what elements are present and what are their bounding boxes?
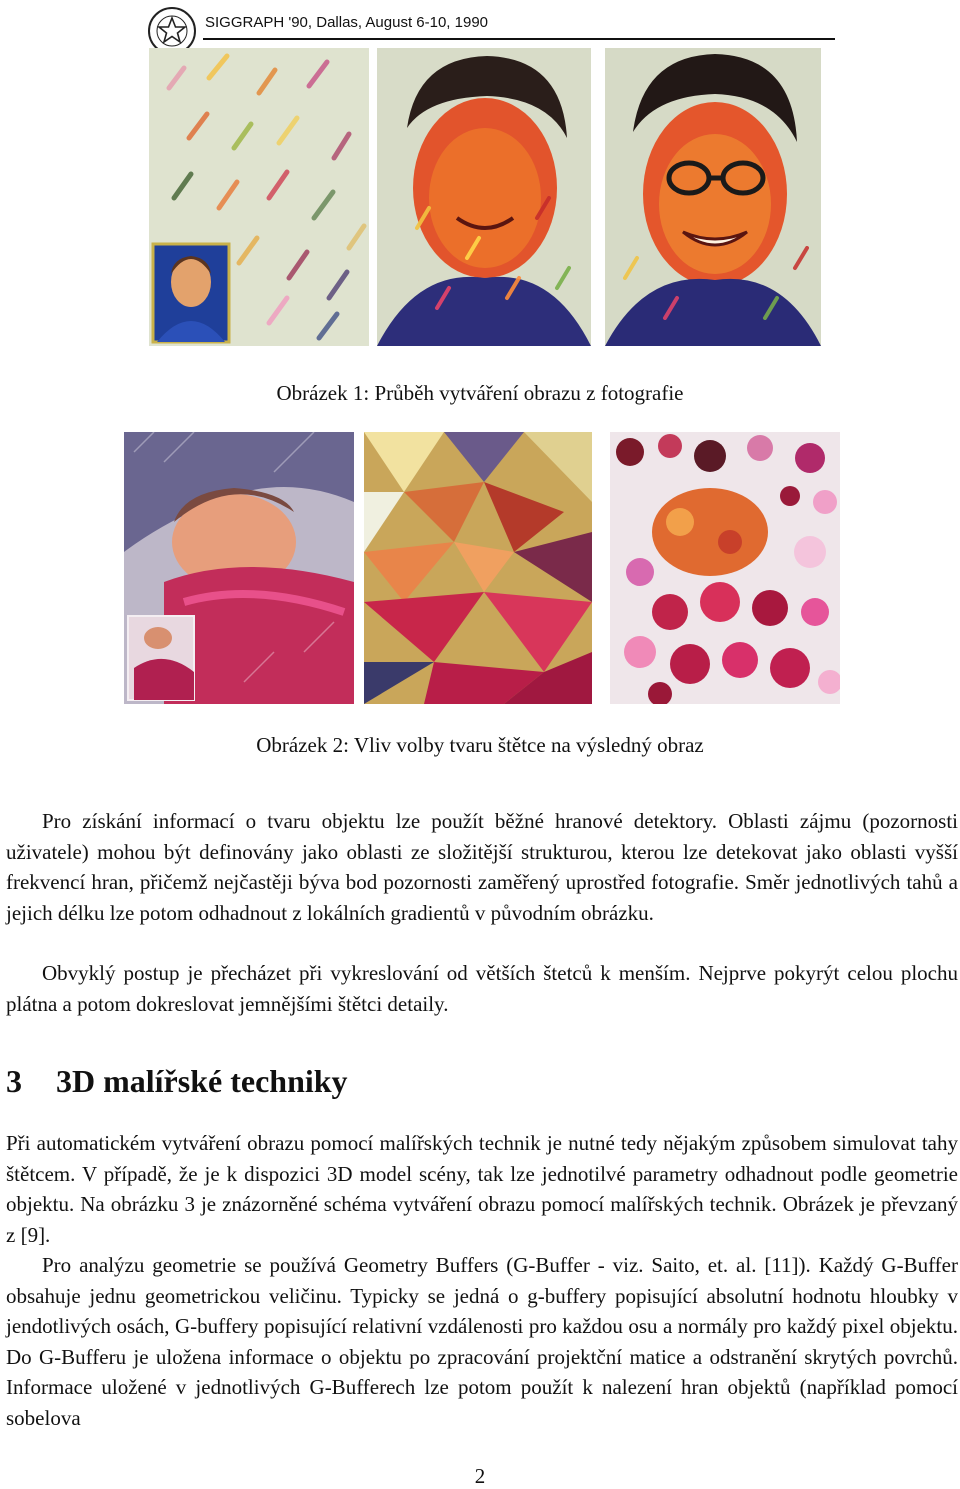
line-brush-panel xyxy=(124,432,354,704)
figure-1-header-text: SIGGRAPH '90, Dallas, August 6-10, 1990 xyxy=(205,14,489,31)
strokes-only-panel xyxy=(149,48,369,346)
paragraph-brush-order: Obvyklý postup je přecházet při vykreslování od větších štetců k menším. Nejprve pokyrýt celou plochu plátna a potom dokreslovat jemnějšími štětci detaily. xyxy=(6,961,958,1016)
polygon-brush-image xyxy=(364,432,592,704)
figure-1-caption: Obrázek 1: Průběh vytváření obrazu z fotografie xyxy=(276,381,684,405)
section-number: 3 xyxy=(6,1063,22,1099)
partial-portrait-image xyxy=(377,48,591,346)
circle-brush-image xyxy=(610,432,840,704)
header-rule xyxy=(203,38,835,40)
paragraph-g-buffer: Pro analýzu geometrie se používá Geometry Buffers (G-Buffer - viz. Saito, et. al. [11]). Každý G-Buffer obsahuje jednu geometrickou veličinu. Typicky se jedná o g-buffery popisující absolutní hodnotu hloubky v jendotlivých osách, G-buffery popisující relativní vzdálenosti pro každou osu a normály pro každý pixel objektu. Do G-Bufferu je uložena informace o objektu po zpracování projektční matice a odstranění skrytých povrchů. Informace uložené v jednotlivých G-Bufferech lze potom použít k nalezení hran objektů (například pomocí sobelova xyxy=(6,1253,958,1430)
figure-2-caption: Obrázek 2: Vliv volby tvaru štětce na výsledný obraz xyxy=(256,733,704,757)
strokes-only-image xyxy=(149,48,369,346)
figure-1-header xyxy=(145,4,835,46)
polygon-brush-panel xyxy=(364,432,592,704)
line-brush-image xyxy=(124,432,354,704)
paragraph-edge-detection: Pro získání informací o tvaru objektu lze použít běžné hranové detektory. Oblasti zájmu (pozornosti uživatele) mohou být definovány jako oblasti ze složitější strukturou, kterou lze detekovat jako oblasti vyšší frekvencí hran, přičemž nejčastěji býva bod pozornosti zaměřený uprostřed fotografie. Směr jednotlivých tahů a jejich délku lze potom odhadnout z lokálních gradientů v původním obrázku. xyxy=(6,809,958,925)
figure-1 xyxy=(145,4,835,348)
finished-portrait-image xyxy=(605,48,821,346)
partial-portrait-panel xyxy=(377,48,591,346)
page-number: 2 xyxy=(474,1464,486,1488)
section-title: 3D malířské techniky xyxy=(56,1063,348,1099)
section-heading xyxy=(6,1063,348,1100)
finished-portrait-panel xyxy=(605,48,821,346)
paragraph-3d-painting: Při automatickém vytváření obrazu pomocí malířských technik je nutné tedy nějakým způsobem simulovat tahy štětcem. V případě, že je k dispozici 3D model scény, tak lze jednotilvé parametry odhadnout podle geometrie objektu. Na obrázku 3 je znázorněné schéma vytváření obrazu pomocí malířských technik. Obrázek je převzaný z [9]. xyxy=(6,1131,958,1247)
circle-brush-panel xyxy=(610,432,840,704)
